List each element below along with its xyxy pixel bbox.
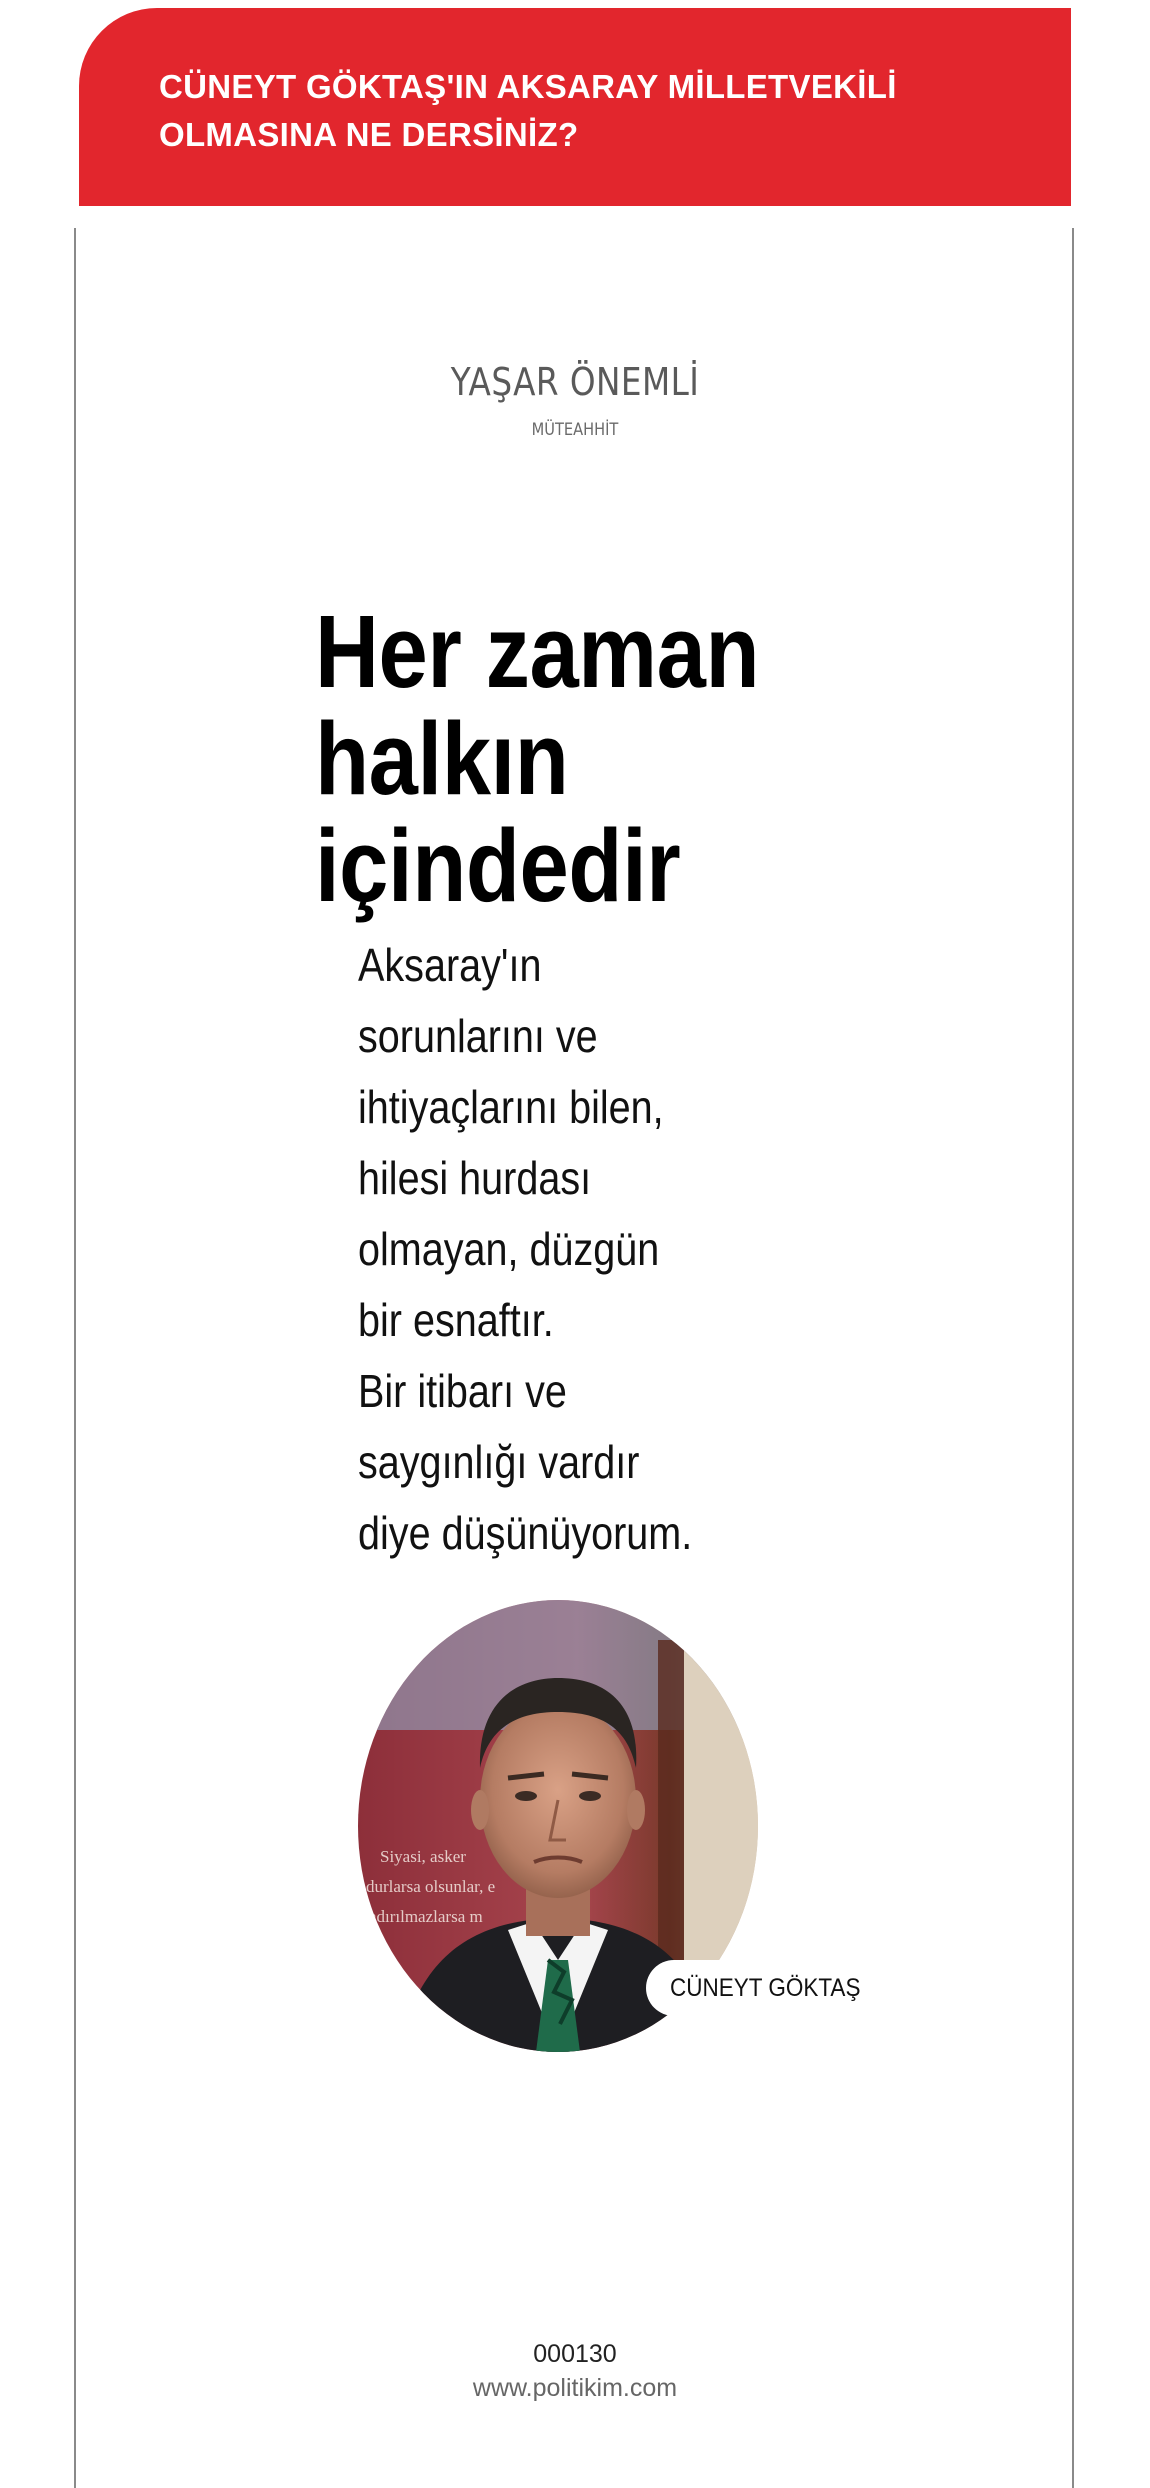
quote-body <box>358 930 778 1569</box>
footer-url[interactable]: www.politikim.com <box>472 2374 678 2402</box>
headline-line: içindedir <box>315 808 681 923</box>
quote-line: saygınlığı vardır <box>358 1436 640 1488</box>
headline <box>315 594 797 923</box>
quote-line: sorunlarını ve <box>358 1010 598 1062</box>
headline-line: halkın <box>315 701 569 816</box>
portrait-name-label: CÜNEYT GÖKTAŞ <box>670 1973 861 2002</box>
portrait-bg-text: ndırılmazlarsa m <box>368 1907 483 1926</box>
quote-line: bir esnaftır. <box>358 1294 554 1346</box>
quote-line: Bir itibarı ve <box>358 1365 567 1417</box>
author-name: YAŞAR ÖNEMLİ <box>450 360 700 404</box>
portrait-bg-text: durlarsa olsunlar, e <box>366 1877 496 1896</box>
portrait-name-tag <box>646 1960 906 2016</box>
quote-line: diye düşünüyorum. <box>358 1507 693 1559</box>
header-banner <box>79 8 1071 206</box>
footer-code: 000130 <box>533 2340 617 2368</box>
quote-line: olmayan, düzgün <box>358 1223 660 1275</box>
quote-line: ihtiyaçlarını bilen, <box>358 1081 664 1133</box>
header-title: CÜNEYT GÖKTAŞ'IN AKSARAY MİLLETVEKİLİ OLMASINA NE DERSİNİZ? <box>159 68 897 153</box>
quote-line: Aksaray'ın <box>358 939 542 991</box>
author-role: MÜTEAHHİT <box>531 420 619 440</box>
quote-line: hilesi hurdası <box>358 1152 592 1204</box>
headline-line: Her zaman <box>315 594 760 709</box>
portrait-bg-text: Siyasi, asker <box>380 1847 466 1866</box>
